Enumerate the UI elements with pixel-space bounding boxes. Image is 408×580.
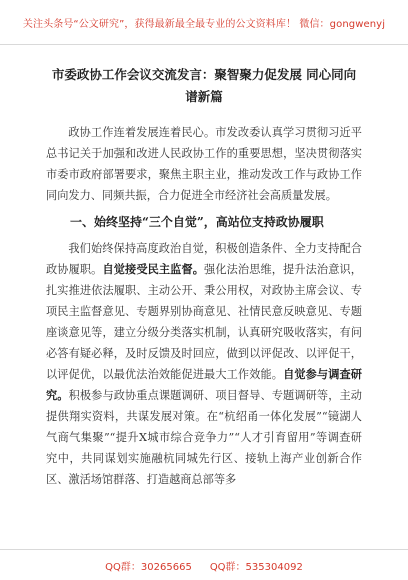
point-supervision-text: 强化法治思维，提升法治意识，扎实推进依法履职、主动公开、秉公用权，对政协主席会议、专项民主监督意见、专题界别协商意见、社情民意反映意见、专题座谈意见等，建立分级分类落实机制，认真研究吸收落实，有问必答有疑必释，及时反馈及时回应，做到以评促改、以评促干，以评促优，以最优法治效能促进最大工作效能。 [46, 263, 362, 381]
banner-text: 关注头条号“公文研究”，获得最新最全最专业的公文资料库！ 微信：gongwenyj [22, 18, 386, 30]
top-banner [0, 0, 408, 45]
document-title: 市委政协工作会议交流发言：聚智聚力促发展 同心同向谱新篇 [51, 67, 357, 104]
qq-group-1: QQ群：30265665 [105, 561, 192, 573]
bottom-footer [0, 549, 408, 580]
section-lead-text: 我们始终保持高度政治自觉，积极创造条件、全力支持配合政协履职。 [46, 242, 362, 276]
document-body [46, 64, 362, 490]
section-heading: 一、始终坚持“三个自觉”，高站位支持政协履职 [70, 215, 324, 229]
qq-group-2: QQ群：535304092 [209, 561, 303, 573]
section-paragraph [46, 238, 362, 490]
bold-point-supervision: 自觉接受民主监督。 [102, 262, 205, 276]
intro-paragraph: 政协工作连着发展连着民心。市发改委认真学习贯彻习近平总书记关于加强和改进人民政协工作的重要思想，坚决贯彻落实市委市政府部署要求，聚焦主职主业，推动发改工作与政协工作同向发力、同频共振，合力促进全市经济社会高质量发展。 [46, 126, 362, 202]
point-research-text: 积极参与政协重点课题调研、项目督导、专题调研等，主动提供翔实资料，共谋发展对策。在“杭绍甬一体化发展”“镜湖人气商气集聚”“提升X城市综合竞争力”“人才引育留用”等调查研究中，共同谋划实施融杭同城先行区、接轨上海产业创新合作区、激活场馆群落、打造越商总部等多 [46, 389, 362, 486]
bold-point-research: 自觉参与调查研究。 [46, 367, 362, 402]
